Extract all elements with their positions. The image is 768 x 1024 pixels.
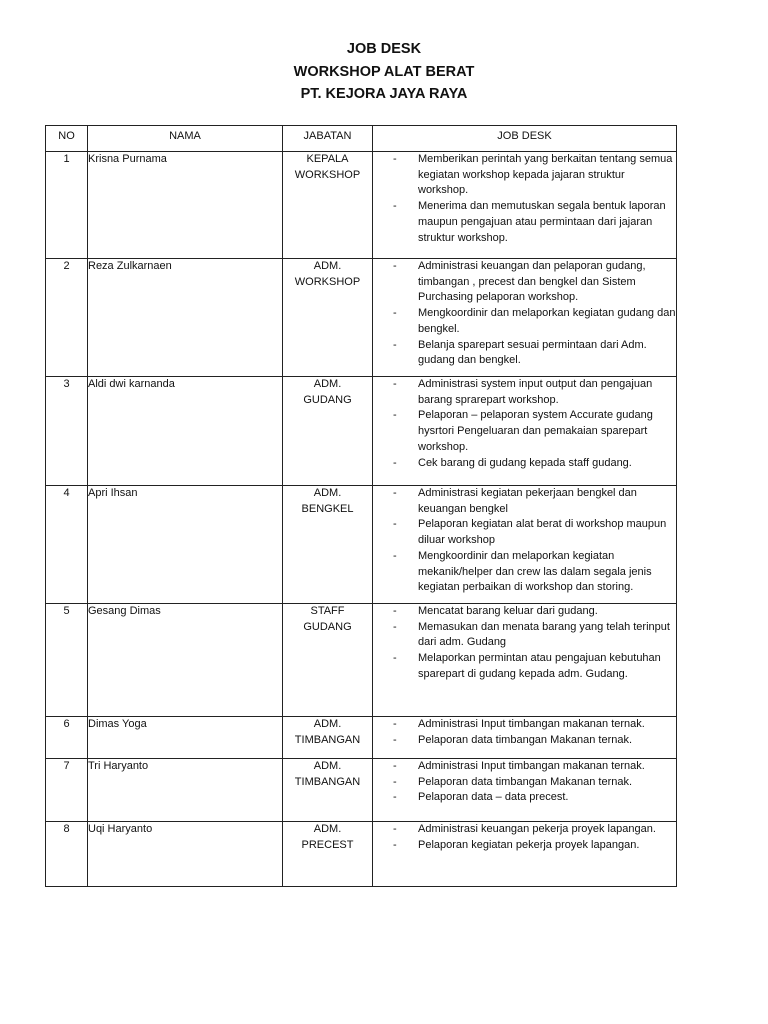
header-subtitle: WORKSHOP ALAT BERAT: [293, 63, 475, 80]
table-row: [46, 822, 677, 887]
task-text: Mengkoordinir dan melaporkan kegiatan mekanik/helper dan crew las dalam segala jenis kegiatan perbaikan di workshop dan storing.: [418, 549, 652, 594]
header-company: PT. KEJORA JAYA RAYA: [300, 86, 468, 102]
task-text: Administrasi Input timbangan makanan ternak.: [418, 718, 645, 730]
task-text: Pelaporan – pelaporan system Accurate gudang hysrtori Pengeluaran dan pemakaian sparepart workshop.: [418, 409, 653, 453]
jabatan-line: PRECEST: [301, 838, 354, 851]
cell-job-desk: [373, 604, 677, 717]
cell-jabatan: [283, 759, 373, 822]
table-row: [46, 259, 677, 377]
cell-jabatan: [283, 486, 373, 604]
job-desk-table: [45, 125, 677, 887]
cell-nama: Krisna Purnama: [88, 152, 283, 259]
task-item: [373, 199, 676, 246]
bullet-dash: -: [393, 620, 397, 633]
header-title: JOB DESK: [346, 41, 422, 57]
task-item: [373, 790, 676, 806]
bullet-dash: -: [393, 838, 397, 851]
jabatan-line: ADM.: [313, 260, 342, 272]
table-row: [46, 486, 677, 604]
bullet-dash: -: [393, 409, 397, 422]
cell-jabatan: [283, 259, 373, 377]
cell-no: 4: [46, 486, 88, 604]
bullet-dash: -: [393, 823, 397, 835]
task-item: [373, 408, 676, 455]
column-header-no: NO: [46, 126, 88, 152]
task-item: [373, 651, 676, 682]
task-list: [373, 486, 676, 596]
jabatan-line: ADM.: [313, 487, 342, 499]
task-list: [373, 759, 676, 806]
task-item: [373, 486, 676, 517]
bullet-dash: -: [393, 487, 397, 499]
task-list: [373, 377, 676, 471]
task-text: Memberikan perintah yang berkaitan tentang semua kegiatan workshop kepada jajaran struktur workshop.: [418, 153, 673, 197]
bullet-dash: -: [393, 733, 397, 746]
bullet-dash: -: [393, 760, 397, 772]
bullet-dash: -: [393, 549, 397, 562]
cell-nama: Apri Ihsan: [88, 486, 283, 604]
task-text: Pelaporan kegiatan pekerja proyek lapangan.: [418, 838, 640, 851]
task-text: Administrasi kegiatan pekerjaan bengkel dan keuangan bengkel: [418, 487, 637, 515]
cell-nama: Gesang Dimas: [88, 604, 283, 717]
task-text: Pelaporan data timbangan Makanan ternak.: [418, 733, 633, 746]
task-text: Administrasi Input timbangan makanan ternak.: [418, 760, 645, 772]
table-body: [46, 152, 677, 887]
column-header-jabatan: JABATAN: [283, 126, 373, 152]
table-row: [46, 377, 677, 486]
bullet-dash: -: [393, 307, 397, 320]
cell-nama: Uqi Haryanto: [88, 822, 283, 887]
cell-no: 1: [46, 152, 88, 259]
cell-job-desk: [373, 759, 677, 822]
task-text: Administrasi keuangan dan pelaporan gudang, timbangan , precest dan bengkel dan Sistem Purchasing pelaporan workshop.: [418, 260, 646, 304]
table-row: [46, 152, 677, 259]
task-item: [373, 822, 676, 838]
jabatan-line: ADM.: [313, 378, 342, 390]
jabatan-line: WORKSHOP: [294, 275, 361, 288]
table-row: [46, 759, 677, 822]
task-text: Pelaporan data – data precest.: [418, 791, 569, 804]
task-list: [373, 604, 676, 683]
task-item: [373, 733, 676, 749]
task-list: [373, 259, 676, 369]
column-header-nama: NAMA: [88, 126, 283, 152]
bullet-dash: -: [393, 652, 397, 665]
bullet-dash: -: [393, 378, 397, 390]
task-text: Mengkoordinir dan melaporkan kegiatan gudang dan bengkel.: [418, 307, 676, 335]
table-row: [46, 717, 677, 759]
bullet-dash: -: [393, 605, 397, 617]
jabatan-line: BENGKEL: [301, 502, 354, 515]
bullet-dash: -: [393, 260, 397, 272]
column-header-job-desk: JOB DESK: [373, 126, 677, 152]
jabatan-line: STAFF: [310, 605, 345, 617]
task-item: [373, 604, 676, 620]
task-item: [373, 620, 676, 651]
task-item: [373, 549, 676, 596]
task-text: Mencatat barang keluar dari gudang.: [418, 605, 598, 617]
table-row: [46, 604, 677, 717]
jabatan-line: TIMBANGAN: [294, 775, 361, 788]
task-item: [373, 152, 676, 199]
task-item: [373, 838, 676, 854]
cell-job-desk: [373, 717, 677, 759]
cell-job-desk: [373, 259, 677, 377]
task-item: [373, 306, 676, 337]
cell-jabatan: [283, 717, 373, 759]
task-text: Administrasi keuangan pekerja proyek lapangan.: [418, 823, 656, 835]
document-header: [0, 38, 768, 106]
table-header-row: [46, 126, 677, 152]
task-text: Memasukan dan menata barang yang telah terinput dari adm. Gudang: [418, 620, 670, 649]
task-list: [373, 152, 676, 246]
cell-nama: Tri Haryanto: [88, 759, 283, 822]
cell-job-desk: [373, 377, 677, 486]
bullet-dash: -: [393, 200, 397, 213]
cell-jabatan: [283, 152, 373, 259]
cell-nama: Aldi dwi karnanda: [88, 377, 283, 486]
jabatan-line: ADM.: [313, 718, 342, 730]
cell-jabatan: [283, 822, 373, 887]
cell-no: 2: [46, 259, 88, 377]
task-text: Belanja sparepart sesuai permintaan dari Adm. gudang dan bengkel.: [418, 338, 647, 367]
jabatan-line: WORKSHOP: [294, 168, 361, 181]
task-list: [373, 822, 676, 853]
task-item: [373, 717, 676, 733]
bullet-dash: -: [393, 791, 397, 804]
jabatan-line: ADM.: [313, 760, 342, 772]
task-item: [373, 775, 676, 791]
task-text: Cek barang di gudang kepada staff gudang.: [418, 456, 632, 469]
cell-no: 5: [46, 604, 88, 717]
task-text: Menerima dan memutuskan segala bentuk laporan maupun pengajuan atau permintaan dari jajaran struktur workshop.: [418, 200, 666, 244]
cell-no: 7: [46, 759, 88, 822]
task-item: [373, 259, 676, 306]
jabatan-line: KEPALA: [306, 153, 349, 165]
bullet-dash: -: [393, 718, 397, 730]
task-item: [373, 456, 676, 472]
cell-job-desk: [373, 152, 677, 259]
jabatan-line: TIMBANGAN: [294, 733, 361, 746]
jabatan-line: ADM.: [313, 823, 342, 835]
task-item: [373, 517, 676, 548]
cell-nama: Reza Zulkarnaen: [88, 259, 283, 377]
cell-jabatan: [283, 604, 373, 717]
task-text: Pelaporan data timbangan Makanan ternak.: [418, 775, 633, 788]
task-item: [373, 338, 676, 369]
cell-no: 6: [46, 717, 88, 759]
task-text: Administrasi system input output dan pengajuan barang sprarepart workshop.: [418, 378, 653, 406]
task-item: [373, 759, 676, 775]
cell-jabatan: [283, 377, 373, 486]
jabatan-line: GUDANG: [303, 620, 352, 633]
task-text: Melaporkan permintan atau pengajuan kebutuhan sparepart di gudang kepada adm. Gudang.: [418, 652, 661, 680]
task-list: [373, 717, 676, 748]
bullet-dash: -: [393, 518, 397, 531]
bullet-dash: -: [393, 153, 397, 165]
cell-job-desk: [373, 486, 677, 604]
cell-no: 3: [46, 377, 88, 486]
bullet-dash: -: [393, 775, 397, 788]
cell-no: 8: [46, 822, 88, 887]
task-text: Pelaporan kegiatan alat berat di workshop maupun diluar workshop: [418, 518, 667, 547]
cell-job-desk: [373, 822, 677, 887]
jabatan-line: GUDANG: [303, 393, 352, 406]
cell-nama: Dimas Yoga: [88, 717, 283, 759]
bullet-dash: -: [393, 338, 397, 351]
bullet-dash: -: [393, 456, 397, 469]
task-item: [373, 377, 676, 408]
